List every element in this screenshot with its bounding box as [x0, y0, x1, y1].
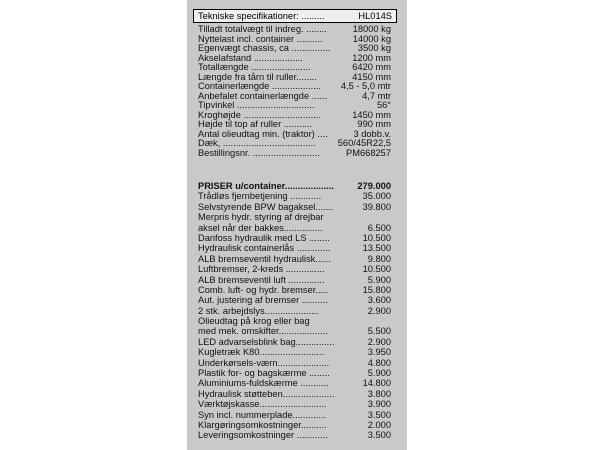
price-row [198, 223, 391, 233]
price-row [198, 430, 391, 440]
price-row-label: Kugletræk K80......................... [198, 347, 325, 358]
price-row-value: 2.900 [367, 336, 391, 347]
price-row [198, 275, 391, 285]
price-row-value: 10.500 [362, 232, 391, 243]
spec-row-value: 3 dobb.v. [353, 128, 391, 139]
price-row-label: Aut. justering af bremser .......... [198, 295, 328, 306]
spec-row-label: Længde fra tårn til ruller........ [198, 71, 317, 82]
price-row-label: Merpris hydr. styring af drejbar [198, 212, 324, 223]
spec-row-value: 3500 kg [357, 43, 391, 53]
price-row [198, 306, 391, 316]
price-row-value: 15.800 [362, 284, 391, 295]
price-row-value: 39.800 [362, 201, 391, 212]
price-row-label: Aluminiums-fuldskærme ........... [198, 378, 329, 389]
price-row [198, 316, 391, 326]
spec-row-label: Containerlængde ................... [198, 81, 321, 91]
spec-row-value: 4,5 - 5,0 mtr [340, 81, 391, 91]
price-row-value: 10.500 [362, 264, 391, 275]
price-row-label: med mek. omskifter................... [198, 326, 328, 337]
price-row-value: 9.800 [367, 253, 391, 264]
price-row [198, 233, 391, 243]
price-row-label: Leveringsomkostninger ............ [198, 430, 328, 441]
price-row-label: Trådløs fjernbetjening ............ [198, 191, 322, 202]
price-row-label: Syn incl. nummerplade............. [198, 409, 327, 420]
price-row-value: 14.800 [362, 378, 391, 389]
price-row-label: ALB bremseventil luft .............. [198, 274, 325, 285]
spec-row-label: Højde til top af ruller ........... [198, 119, 313, 129]
spec-row-label: Dæk, .................................... [198, 138, 316, 148]
price-row [198, 399, 391, 409]
spec-row-value: 4,7 mtr [362, 90, 391, 101]
spec-row-label: Anbefalet containerlængde ...... [198, 90, 328, 101]
price-row [198, 254, 391, 264]
spec-row-label: Totallængde ....................... [198, 62, 311, 72]
price-row-value: 13.500 [362, 243, 391, 254]
price-row [198, 358, 391, 368]
spec-header-title: Tekniske specifikationer: ......... [198, 11, 325, 21]
spec-row-value: 1200 mm [352, 52, 391, 63]
price-row-label: Værktøjskasse.......................... [198, 399, 327, 410]
price-row-label: 2 stk. arbejdslys..................... [198, 305, 319, 316]
spec-row-label: Kroghøjde .............................. [198, 109, 321, 120]
price-row-label: Danfoss hydraulik med LS ........ [198, 232, 330, 243]
price-row-value: 35.000 [362, 191, 391, 202]
spec-row-value: 56° [376, 100, 391, 110]
spec-row-value: 1450 mm [352, 109, 391, 120]
price-row [198, 326, 391, 336]
price-row-value: 4.800 [367, 357, 391, 368]
price-row [198, 410, 391, 420]
price-list [198, 181, 391, 441]
price-row-value: 3.900 [367, 399, 391, 410]
price-row-value: 2.000 [367, 419, 391, 430]
spec-row-label: Tipvinkel .............................. [198, 100, 315, 110]
price-row [198, 202, 391, 212]
price-row-value: 5.900 [367, 368, 391, 379]
price-row-label: ALB bremseventil hydraulisk...... [198, 253, 331, 264]
spec-list [198, 25, 391, 158]
price-row [198, 212, 391, 222]
price-row-label: Hydraulisk containerlås ............. [198, 243, 331, 254]
spec-row-value: 560/45R22,5 [337, 138, 391, 148]
price-row-label: Selvstyrende BPW bagaksel....... [198, 201, 334, 212]
spec-row-value: 990 mm [357, 119, 391, 129]
price-row [198, 285, 391, 295]
price-row-value: 2.900 [367, 305, 391, 316]
price-row [198, 420, 391, 430]
price-row [198, 181, 391, 191]
price-row-label: Hydraulisk støtteben.................... [198, 388, 335, 399]
price-row [198, 264, 391, 274]
price-row [198, 347, 391, 357]
price-row-value: 279.000 [357, 181, 391, 191]
price-row-value: 5.900 [367, 274, 391, 285]
spec-row-value: 14000 kg [352, 33, 391, 44]
spec-row-label: Tilladt totalvægt til indreg. ........ [198, 24, 327, 34]
price-row [198, 368, 391, 378]
spec-row [198, 149, 391, 159]
spec-row-label: Bestillingsnr. .......................... [198, 147, 320, 158]
price-row-label: Comb. luft- og hydr. bremser..... [198, 284, 329, 295]
price-row-value: 3.800 [367, 388, 391, 399]
price-row [198, 191, 391, 201]
price-row-label: PRISER u/container................... [198, 181, 334, 191]
spec-row-value: 18000 kg [352, 24, 391, 34]
spec-header [193, 9, 397, 23]
price-row [198, 378, 391, 388]
price-row-value: 3.500 [367, 430, 391, 441]
price-row-label: Klargøringsomkostninger.......... [198, 419, 327, 430]
price-row [198, 295, 391, 305]
price-row [198, 389, 391, 399]
spec-row-label: Akselafstand ................... [198, 52, 303, 63]
spec-sheet-panel [187, 0, 407, 450]
price-row-value: 3.600 [367, 295, 391, 306]
price-row-value: 5.500 [367, 326, 391, 337]
price-row-value: 3.950 [367, 347, 391, 358]
price-row-label: aksel når der bakkes............... [198, 222, 323, 233]
price-row-label: LED advarselsblink bag............... [198, 336, 335, 347]
model-number: HL014S [358, 11, 392, 21]
spec-row-label: Antal olieudtag min. (traktor) .... [198, 128, 328, 139]
price-row-label: Luftbremser, 2-kreds ............... [198, 264, 325, 275]
price-row [198, 243, 391, 253]
spec-row-value: 6420 mm [352, 62, 391, 72]
price-row-label: Underkørsels-værn.................... [198, 357, 330, 368]
price-row-value: 3.500 [367, 409, 391, 420]
spec-row-label: Egenvægt chassis, ca ............... [198, 43, 331, 53]
price-row [198, 337, 391, 347]
spec-row-label: Nyttelast incl. container .......... [198, 33, 323, 44]
price-row-label: Olieudtag på krog eller bag [198, 316, 310, 327]
spec-row-value: PM668257 [346, 147, 391, 158]
price-row-value: 6.500 [367, 222, 391, 233]
spec-row-value: 4150 mm [352, 71, 391, 82]
price-row-label: Plastik for- og bagskærme ........ [198, 368, 330, 379]
